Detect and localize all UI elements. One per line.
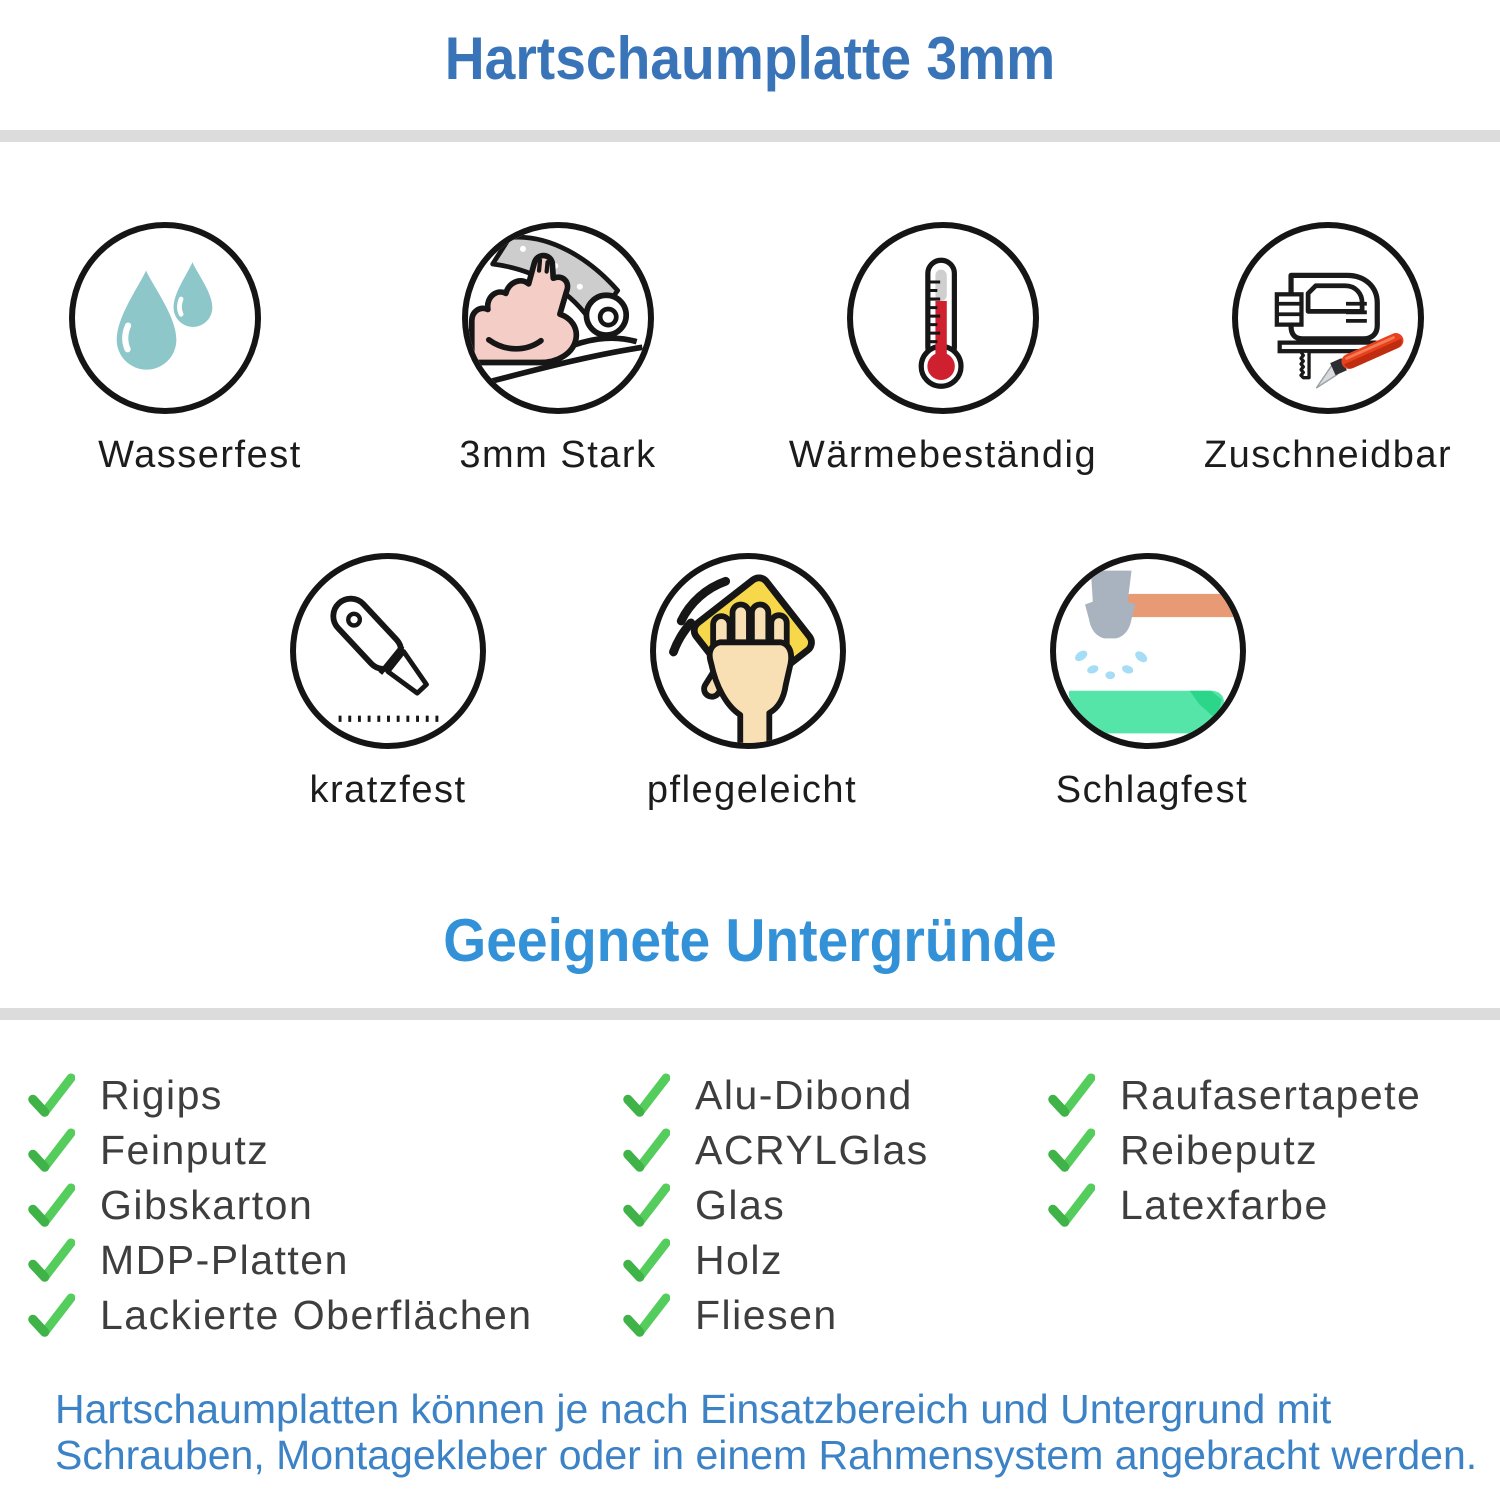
list-item-label: Feinputz [100,1127,270,1173]
list-item [623,1288,929,1343]
check-icon [623,1236,670,1285]
cleaning-hand-icon [650,553,846,749]
hammer-icon [1050,553,1246,749]
check-icon [28,1236,75,1285]
list-item [1048,1123,1421,1178]
list-item [1048,1068,1421,1123]
list-item [623,1178,929,1233]
mounting-note-line1: Hartschaumplatten können je nach Einsatzbereich und Untergrund mit [55,1386,1332,1432]
feature-label: Wärmebeständig [788,434,1098,476]
list-item [623,1123,929,1178]
flexed-arm-icon [462,222,654,414]
list-item-label: Latexfarbe [1120,1182,1329,1228]
check-icon [623,1126,670,1175]
list-item [28,1068,533,1123]
list-item [28,1233,533,1288]
mounting-note-line2: Schrauben, Montagekleber oder in einem Rahmensystem angebracht werden. [55,1432,1478,1478]
feature-label: pflegeleicht [646,769,858,811]
list-item-label: Reibeputz [1120,1127,1319,1173]
list-item-label: Raufasertapete [1120,1072,1422,1118]
feature-label: Zuschneidbar [1203,434,1453,476]
list-item-label: Glas [695,1182,786,1228]
check-icon [1048,1181,1095,1230]
check-icon [28,1126,75,1175]
list-item-label: Fliesen [695,1292,838,1338]
list-item-label: Rigips [100,1072,223,1118]
mounting-note [55,1386,1477,1478]
feature-label: kratzfest [309,769,467,811]
divider-top [0,130,1500,142]
list-item-label: Lackierte Oberflächen [100,1292,533,1338]
section-title: Geeignete Untergründe [443,907,1057,974]
check-icon [28,1071,75,1120]
page-title: Hartschaumplatte 3mm [444,25,1056,92]
substrate-column-3 [1048,1068,1421,1233]
check-icon [28,1291,75,1340]
list-item-label: Gibskarton [100,1182,314,1228]
feature-label: Schlagfest [1055,769,1249,811]
check-icon [28,1181,75,1230]
thermometer-icon [847,222,1039,414]
check-icon [1048,1071,1095,1120]
feature-label: 3mm Stark [459,434,657,476]
check-icon [623,1071,670,1120]
divider-middle [0,1008,1500,1020]
list-item [28,1288,533,1343]
jigsaw-icon [1232,222,1424,414]
substrate-column-2 [623,1068,929,1343]
list-item-label: Alu-Dibond [695,1072,913,1118]
list-item-label: ACRYLGlas [695,1127,929,1173]
utility-knife-icon [290,553,486,749]
substrate-column-1 [28,1068,533,1343]
list-item [623,1233,929,1288]
check-icon [623,1181,670,1230]
list-item-label: Holz [695,1237,784,1283]
water-drops-icon [69,222,261,414]
feature-label: Wasserfest [98,434,302,476]
check-icon [1048,1126,1095,1175]
list-item-label: MDP-Platten [100,1237,349,1283]
list-item [28,1123,533,1178]
list-item [623,1068,929,1123]
check-icon [623,1291,670,1340]
list-item [28,1178,533,1233]
list-item [1048,1178,1421,1233]
